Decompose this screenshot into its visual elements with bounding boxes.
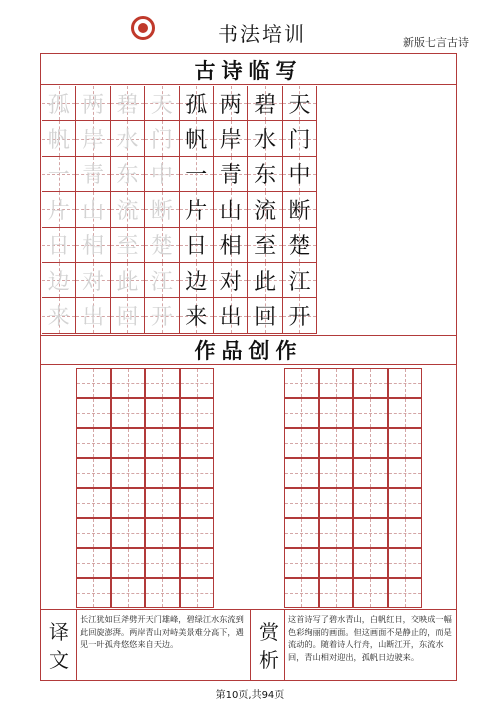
character-glyph: 两 [219, 92, 242, 118]
practice-cell[interactable] [111, 368, 146, 398]
guide-line [93, 519, 94, 547]
character-glyph: 水 [116, 128, 139, 154]
guide-line [336, 579, 337, 607]
divider [76, 609, 77, 681]
practice-cell[interactable] [388, 518, 423, 548]
guide-line [336, 519, 337, 547]
guide-line [162, 369, 163, 397]
translation-label [44, 618, 74, 674]
guide-line [370, 399, 371, 427]
practice-cell[interactable] [284, 578, 319, 608]
character-glyph: 楚 [288, 234, 311, 260]
practice-cell[interactable] [388, 398, 423, 428]
model-character [283, 192, 317, 227]
model-character [248, 298, 282, 333]
trace-character [145, 86, 179, 121]
trace-character [42, 86, 76, 121]
character-glyph: 孤 [47, 92, 70, 118]
logo-icon [131, 16, 155, 40]
character-glyph: 回 [254, 305, 277, 331]
divider [284, 609, 285, 681]
guide-line [370, 459, 371, 487]
guide-line [93, 369, 94, 397]
character-glyph: 青 [219, 163, 242, 189]
trace-character [76, 121, 110, 156]
practice-cell[interactable] [319, 548, 354, 578]
practice-cell[interactable] [145, 458, 180, 488]
guide-line [197, 459, 198, 487]
character-glyph: 岸 [82, 128, 105, 154]
trace-character [76, 192, 110, 227]
character-glyph: 两 [82, 92, 105, 118]
model-character [180, 121, 214, 156]
practice-cell[interactable] [319, 398, 354, 428]
model-character [248, 228, 282, 263]
practice-cell[interactable] [388, 428, 423, 458]
character-glyph: 江 [150, 269, 173, 295]
practice-cell[interactable] [353, 428, 388, 458]
character-glyph: 门 [288, 128, 311, 154]
practice-cell[interactable] [388, 368, 423, 398]
character-glyph: 中 [150, 163, 173, 189]
character-glyph: 开 [288, 305, 311, 331]
practice-cell[interactable] [353, 368, 388, 398]
practice-cell[interactable] [111, 458, 146, 488]
character-glyph: 水 [254, 128, 277, 154]
guide-line [162, 429, 163, 457]
guide-line [162, 519, 163, 547]
model-character [283, 86, 317, 121]
model-character [180, 86, 214, 121]
character-glyph: 流 [254, 198, 277, 224]
trace-character [76, 228, 110, 263]
guide-line [128, 519, 129, 547]
practice-cell[interactable] [76, 578, 111, 608]
guide-line [197, 489, 198, 517]
practice-cell[interactable] [111, 548, 146, 578]
model-character [180, 157, 214, 192]
model-character [248, 157, 282, 192]
trace-character [111, 157, 145, 192]
guide-line [93, 549, 94, 577]
practice-cell[interactable] [180, 488, 215, 518]
guide-line [301, 399, 302, 427]
trace-character [76, 298, 110, 333]
model-character [283, 121, 317, 156]
guide-line [301, 369, 302, 397]
guide-line [370, 579, 371, 607]
practice-cell[interactable] [284, 398, 319, 428]
practice-cell[interactable] [353, 488, 388, 518]
guide-line [405, 459, 406, 487]
practice-cell[interactable] [111, 488, 146, 518]
character-glyph: 此 [116, 269, 139, 295]
character-glyph: 山 [82, 198, 105, 224]
guide-line [93, 429, 94, 457]
model-character [283, 228, 317, 263]
guide-line [405, 579, 406, 607]
character-glyph: 山 [219, 198, 242, 224]
practice-cell[interactable] [145, 368, 180, 398]
model-character [214, 192, 248, 227]
trace-character [76, 157, 110, 192]
practice-cell[interactable] [284, 548, 319, 578]
practice-cell[interactable] [284, 518, 319, 548]
character-glyph: 碧 [254, 92, 277, 118]
guide-line [336, 429, 337, 457]
guide-line [301, 489, 302, 517]
translation-text: 长江犹如巨斧劈开天门雄峰，碧绿江水东流到此回旋澎湃。两岸青山对峙美景难分高下，遇见一叶孤舟悠悠来自天边。 [80, 614, 244, 649]
character-glyph: 孤 [185, 92, 208, 118]
character-glyph: 一 [47, 163, 70, 189]
trace-character [111, 228, 145, 263]
character-glyph: 片 [47, 198, 70, 224]
character-glyph: 岸 [219, 128, 242, 154]
character-glyph: 断 [288, 198, 311, 224]
model-character [214, 86, 248, 121]
practice-cell[interactable] [76, 458, 111, 488]
guide-line [197, 369, 198, 397]
guide-line [128, 399, 129, 427]
trace-character [42, 263, 76, 298]
guide-line [336, 399, 337, 427]
character-glyph: 天 [150, 92, 173, 118]
character-glyph: 片 [185, 198, 208, 224]
model-character [283, 157, 317, 192]
practice-cell[interactable] [76, 548, 111, 578]
character-glyph: 此 [254, 269, 277, 295]
model-character [180, 228, 214, 263]
character-glyph: 出 [82, 305, 105, 331]
guide-line [197, 579, 198, 607]
guide-line [370, 519, 371, 547]
character-glyph: 断 [150, 198, 173, 224]
page-title: 书法培训 [218, 22, 306, 46]
character-glyph: 东 [254, 163, 277, 189]
character-glyph: 日 [185, 234, 208, 260]
guide-line [162, 459, 163, 487]
guide-line [128, 459, 129, 487]
character-glyph: 日 [47, 234, 70, 260]
practice-cell[interactable] [145, 518, 180, 548]
character-glyph: 天 [288, 92, 311, 118]
character-glyph: 楚 [150, 234, 173, 260]
model-character [283, 298, 317, 333]
practice-cell[interactable] [76, 518, 111, 548]
divider [250, 609, 251, 681]
practice-cell[interactable] [353, 548, 388, 578]
model-character [214, 121, 248, 156]
practice-cell[interactable] [145, 428, 180, 458]
trace-character [42, 228, 76, 263]
practice-cell[interactable] [180, 518, 215, 548]
character-glyph: 对 [219, 269, 242, 295]
character-glyph: 相 [219, 234, 242, 260]
practice-cell[interactable] [284, 458, 319, 488]
practice-cell[interactable] [319, 518, 354, 548]
practice-cell[interactable] [180, 548, 215, 578]
guide-line [301, 579, 302, 607]
character-glyph: 一 [185, 163, 208, 189]
trace-character [111, 298, 145, 333]
guide-line [301, 459, 302, 487]
character-glyph: 中 [288, 163, 311, 189]
model-character [214, 298, 248, 333]
guide-line [405, 519, 406, 547]
trace-character [111, 192, 145, 227]
model-character [180, 192, 214, 227]
guide-line [93, 399, 94, 427]
guide-line [197, 429, 198, 457]
character-glyph: 流 [116, 198, 139, 224]
character-glyph: 边 [185, 269, 208, 295]
guide-line [162, 489, 163, 517]
character-glyph: 东 [116, 163, 139, 189]
guide-line [336, 369, 337, 397]
trace-character [111, 263, 145, 298]
model-character [283, 263, 317, 298]
trace-character [145, 121, 179, 156]
practice-cell[interactable] [180, 368, 215, 398]
practice-cell[interactable] [180, 398, 215, 428]
guide-line [370, 369, 371, 397]
character-glyph: 门 [150, 128, 173, 154]
practice-cell[interactable] [180, 458, 215, 488]
guide-line [162, 549, 163, 577]
practice-cell[interactable] [180, 428, 215, 458]
trace-character [42, 157, 76, 192]
model-character [180, 298, 214, 333]
guide-line [197, 549, 198, 577]
practice-cell[interactable] [145, 398, 180, 428]
practice-cell[interactable] [319, 488, 354, 518]
model-character [248, 192, 282, 227]
trace-character [145, 157, 179, 192]
practice-cell[interactable] [319, 458, 354, 488]
guide-line [128, 429, 129, 457]
appreciation-text: 这首诗写了碧水青山，白帆红日，交映成一幅色彩绚丽的画面。但这画面不是静止的，而是流动的。随着诗人行舟，山断江开，东流水回，青山相对迎出，孤帆日边驶来。 [288, 614, 452, 662]
guide-line [370, 489, 371, 517]
guide-line [370, 549, 371, 577]
practice-cell[interactable] [111, 428, 146, 458]
character-glyph: 来 [47, 305, 70, 331]
guide-line [128, 579, 129, 607]
practice-cell[interactable] [76, 398, 111, 428]
guide-line [93, 579, 94, 607]
practice-cell[interactable] [388, 488, 423, 518]
practice-cell[interactable] [284, 368, 319, 398]
practice-cell[interactable] [145, 548, 180, 578]
practice-cell[interactable] [319, 578, 354, 608]
trace-character [76, 86, 110, 121]
trace-character [145, 298, 179, 333]
model-character [180, 263, 214, 298]
character-glyph: 相 [82, 234, 105, 260]
trace-character [76, 263, 110, 298]
character-glyph: 帆 [47, 128, 70, 154]
guide-line [301, 429, 302, 457]
guide-line [336, 489, 337, 517]
character-glyph: 江 [288, 269, 311, 295]
guide-line [301, 549, 302, 577]
practice-cell[interactable] [180, 578, 215, 608]
practice-section-heading: 作品创作 [40, 335, 457, 365]
practice-cell[interactable] [76, 488, 111, 518]
character-glyph: 碧 [116, 92, 139, 118]
guide-line [128, 549, 129, 577]
guide-line [197, 399, 198, 427]
practice-cell[interactable] [353, 578, 388, 608]
practice-cell[interactable] [111, 578, 146, 608]
practice-cell[interactable] [388, 578, 423, 608]
guide-line [128, 369, 129, 397]
guide-line [197, 519, 198, 547]
guide-line [405, 429, 406, 457]
model-character [248, 263, 282, 298]
trace-character [111, 121, 145, 156]
appreciation-label-text: 赏析 [259, 620, 279, 672]
practice-cell[interactable] [353, 398, 388, 428]
practice-cell[interactable] [284, 428, 319, 458]
character-glyph: 出 [219, 305, 242, 331]
guide-line [162, 579, 163, 607]
character-glyph: 来 [185, 305, 208, 331]
trace-character [42, 298, 76, 333]
character-glyph: 至 [254, 234, 277, 260]
guide-line [405, 489, 406, 517]
trace-character [145, 192, 179, 227]
model-character [214, 263, 248, 298]
guide-line [405, 369, 406, 397]
character-glyph: 青 [82, 163, 105, 189]
practice-cell[interactable] [388, 458, 423, 488]
practice-cell[interactable] [353, 518, 388, 548]
copy-section-heading: 古诗临写 [40, 55, 457, 85]
page-number: 第10页,共94页 [215, 690, 285, 701]
practice-cell[interactable] [319, 368, 354, 398]
appreciation-label [254, 618, 284, 674]
guide-line [93, 489, 94, 517]
practice-cell[interactable] [111, 398, 146, 428]
guide-line [336, 459, 337, 487]
guide-line [128, 489, 129, 517]
character-glyph: 帆 [185, 128, 208, 154]
trace-character [42, 121, 76, 156]
trace-character [145, 228, 179, 263]
trace-character [111, 86, 145, 121]
character-glyph: 对 [82, 269, 105, 295]
guide-line [162, 399, 163, 427]
practice-cell[interactable] [76, 368, 111, 398]
translation-label-text: 译文 [49, 620, 69, 672]
practice-cell[interactable] [319, 428, 354, 458]
character-glyph: 开 [150, 305, 173, 331]
character-glyph: 至 [116, 234, 139, 260]
practice-cell[interactable] [388, 548, 423, 578]
practice-cell[interactable] [111, 518, 146, 548]
trace-character [145, 263, 179, 298]
guide-line [301, 519, 302, 547]
model-character [248, 86, 282, 121]
practice-cell[interactable] [76, 428, 111, 458]
model-character [214, 228, 248, 263]
character-glyph: 边 [47, 269, 70, 295]
practice-cell[interactable] [353, 458, 388, 488]
practice-cell[interactable] [145, 578, 180, 608]
edition-label: 新版七言古诗 [403, 36, 469, 49]
guide-line [405, 549, 406, 577]
model-character [248, 121, 282, 156]
guide-line [370, 429, 371, 457]
model-character [214, 157, 248, 192]
guide-line [336, 549, 337, 577]
practice-cell[interactable] [284, 488, 319, 518]
guide-line [93, 459, 94, 487]
character-glyph: 回 [116, 305, 139, 331]
trace-character [42, 192, 76, 227]
guide-line [405, 399, 406, 427]
practice-cell[interactable] [145, 488, 180, 518]
